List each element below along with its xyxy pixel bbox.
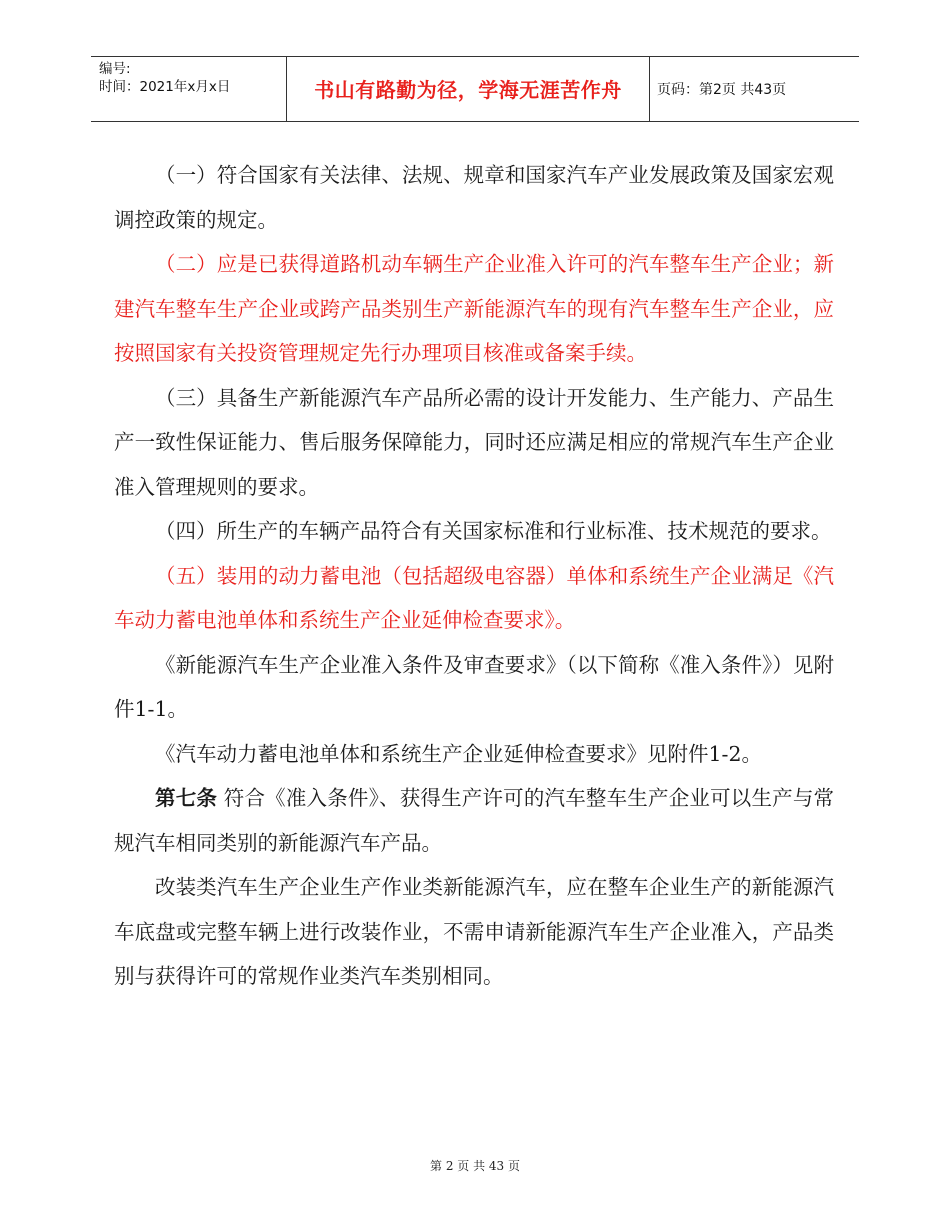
header-meta	[99, 60, 230, 96]
paragraph-6: 《新能源汽车生产企业准入条件及审查要求》（以下简称《准入条件》）见附件1-1。	[114, 652, 834, 721]
header-motto: 书山有路勤为径，学海无涯苦作舟	[314, 78, 622, 102]
time-label: 时间：2021年x月x日	[99, 79, 231, 95]
article-text: 符合《准入条件》、获得生产许可的汽车整车生产企业可以生产与常规汽车相同类别的新能源汽车产品。	[114, 786, 835, 855]
paragraph-3: （三）具备生产新能源汽车产品所必需的设计开发能力、生产能力、产品生产一致性保证能力、售后服务保障能力，同时还应满足相应的常规汽车生产企业准入管理规则的要求。	[114, 385, 834, 499]
page-header	[91, 56, 859, 122]
article-number: 第七条	[155, 786, 218, 810]
paragraph-9: 改装类汽车生产企业生产作业类新能源汽车，应在整车企业生产的新能源汽车底盘或完整车辆上进行改装作业，不需申请新能源汽车生产企业准入，产品类别与获得许可的常规作业类汽车类别相同。	[114, 875, 834, 988]
paragraph-7: 《汽车动力蓄电池单体和系统生产企业延伸检查要求》见附件1-2。	[155, 741, 763, 766]
paragraph-8	[114, 776, 834, 865]
header-divider	[649, 57, 650, 121]
number-label: 编号:	[99, 61, 131, 77]
document-body	[114, 153, 834, 999]
paragraph-4: （四）所生产的车辆产品符合有关国家标准和行业标准、技术规范的要求。	[155, 519, 832, 543]
header-page-info: 页码：第2页 共43页	[657, 81, 787, 98]
paragraph-1: （一）符合国家有关法律、法规、规章和国家汽车产业发展政策及国家宏观调控政策的规定。	[114, 163, 834, 232]
paragraph-2: （二）应是已获得道路机动车辆生产企业准入许可的汽车整车生产企业；新建汽车整车生产企业或跨产品类别生产新能源汽车的现有汽车整车生产企业，应按照国家有关投资管理规定先行办理项目核准或备案手续。	[114, 252, 834, 365]
paragraph-5: （五）装用的动力蓄电池（包括超级电容器）单体和系统生产企业满足《汽车动力蓄电池单体和系统生产企业延伸检查要求》。	[114, 563, 834, 632]
page-footer: 第 2 页 共 43 页	[430, 1159, 520, 1173]
